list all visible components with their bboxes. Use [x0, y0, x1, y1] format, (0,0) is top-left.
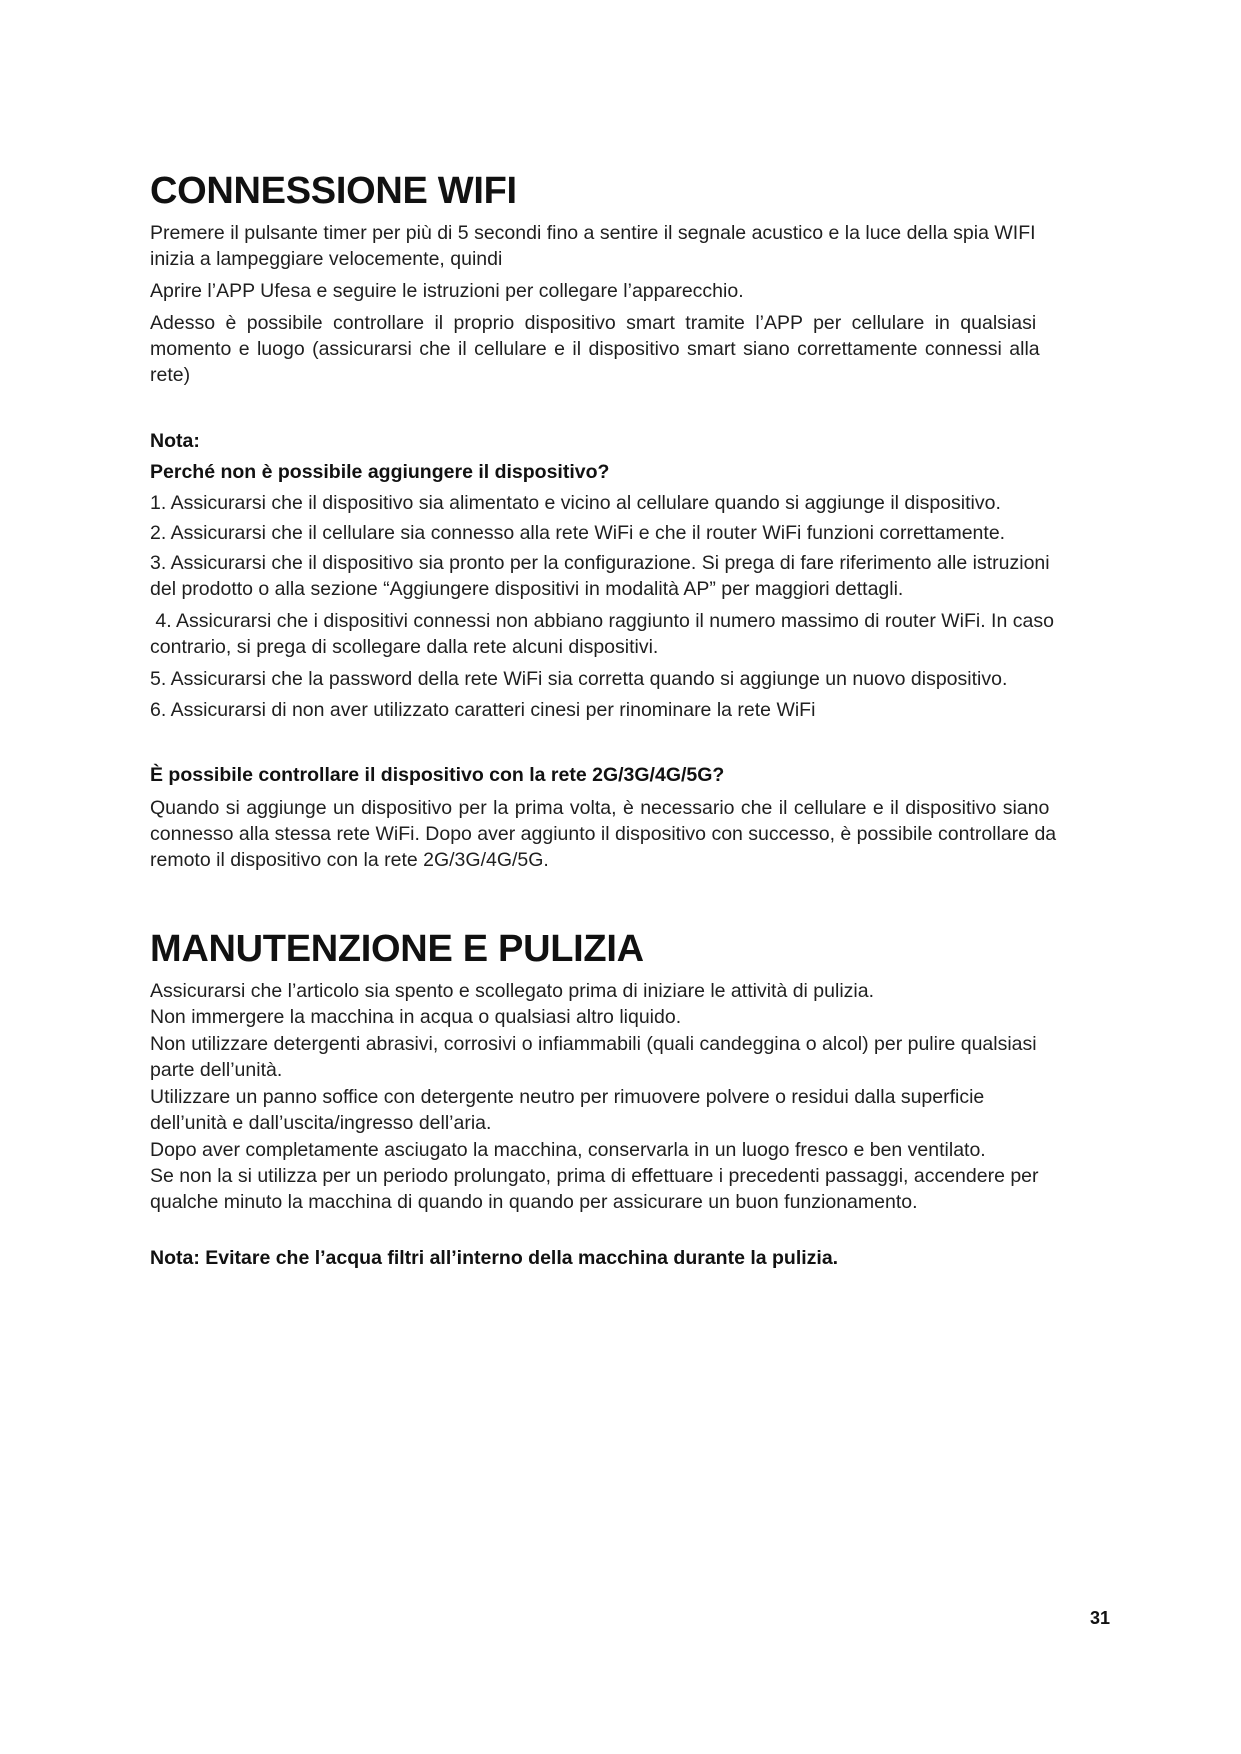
page-number: 31 [1090, 1608, 1111, 1628]
maintenance-line-9: qualche minuto la macchina di quando in quando per assicurare un buon funzionamento. [150, 1191, 918, 1213]
nota-label: Nota: [150, 430, 200, 452]
maintenance-note: Nota: Evitare che l’acqua filtri all’interno della macchina durante la pulizia. [150, 1247, 839, 1269]
maintenance-line-5: Utilizzare un panno soffice con detergente neutro per rimuovere polvere o residui dalla superficie [150, 1086, 985, 1108]
list-item-5: 5. Assicurarsi che la password della rete WiFi sia corretta quando si aggiunge un nuovo dispositivo. [150, 668, 1008, 690]
list-item-1: 1. Assicurarsi che il dispositivo sia alimentato e vicino al cellulare quando si aggiunge il dispositivo. [150, 492, 1001, 514]
maintenance-line-2: Non immergere la macchina in acqua o qualsiasi altro liquido. [150, 1006, 682, 1028]
list-item-3-line-1: 3. Assicurarsi che il dispositivo sia pronto per la configurazione. Si prega di fare riferimento alle istruzioni [150, 552, 1050, 574]
maintenance-line-8: Se non la si utilizza per un periodo prolungato, prima di effettuare i precedenti passaggi, accendere per [150, 1165, 1039, 1187]
answer-line-1: Quando si aggiunge un dispositivo per la prima volta, è necessario che il cellulare e il dispositivo siano [150, 797, 1050, 819]
maintenance-line-4: parte dell’unità. [150, 1059, 283, 1081]
maintenance-section-title: MANUTENZIONE E PULIZIA [150, 928, 644, 970]
list-item-4-line-2: contrario, si prega di scollegare dalla rete alcuni dispositivi. [150, 636, 659, 658]
answer-line-3: remoto il dispositivo con la rete 2G/3G/4G/5G. [150, 849, 549, 871]
maintenance-line-1: Assicurarsi che l’articolo sia spento e scollegato prima di iniziare le attività di pulizia. [150, 980, 874, 1002]
wifi-section-title: CONNESSIONE WIFI [150, 170, 517, 212]
maintenance-line-6: dell’unità e dall’uscita/ingresso dell’aria. [150, 1112, 492, 1134]
wifi-paragraph-2: Aprire l’APP Ufesa e seguire le istruzioni per collegare l’apparecchio. [150, 280, 744, 302]
list-item-2: 2. Assicurarsi che il cellulare sia connesso alla rete WiFi e che il router WiFi funzioni correttamente. [150, 522, 1006, 544]
list-item-3-line-2: del prodotto o alla sezione “Aggiungere dispositivi in modalità AP” per maggiori dettagli. [150, 578, 904, 600]
question-add-device: Perché non è possibile aggiungere il dispositivo? [150, 461, 610, 483]
wifi-paragraph-3-line-1: Adesso è possibile controllare il proprio dispositivo smart tramite l’APP per cellulare in qualsiasi [150, 312, 1037, 334]
answer-line-2: connesso alla stessa rete WiFi. Dopo aver aggiunto il dispositivo con successo, è possibile controllare da [150, 823, 1057, 845]
wifi-paragraph-3-line-3: rete) [150, 364, 191, 386]
maintenance-line-7: Dopo aver completamente asciugato la macchina, conservarla in un luogo fresco e ben ventilato. [150, 1139, 986, 1161]
list-item-6: 6. Assicurarsi di non aver utilizzato caratteri cinesi per rinominare la rete WiFi [150, 699, 816, 721]
list-item-4-line-1: 4. Assicurarsi che i dispositivi connessi non abbiano raggiunto il numero massimo di router WiFi. In caso [150, 610, 1054, 632]
wifi-paragraph-1-line-1: Premere il pulsante timer per più di 5 secondi fino a sentire il segnale acustico e la luce della spia WIFI [150, 222, 1036, 244]
wifi-paragraph-1-line-2: inizia a lampeggiare velocemente, quindi [150, 248, 503, 270]
maintenance-line-3: Non utilizzare detergenti abrasivi, corrosivi o infiammabili (quali candeggina o alcol) per pulire qualsiasi [150, 1033, 1037, 1055]
question-network: È possibile controllare il dispositivo con la rete 2G/3G/4G/5G? [150, 764, 725, 786]
wifi-paragraph-3-line-2: momento e luogo (assicurarsi che il cellulare e il dispositivo smart siano correttamente connessi alla [150, 338, 1040, 360]
